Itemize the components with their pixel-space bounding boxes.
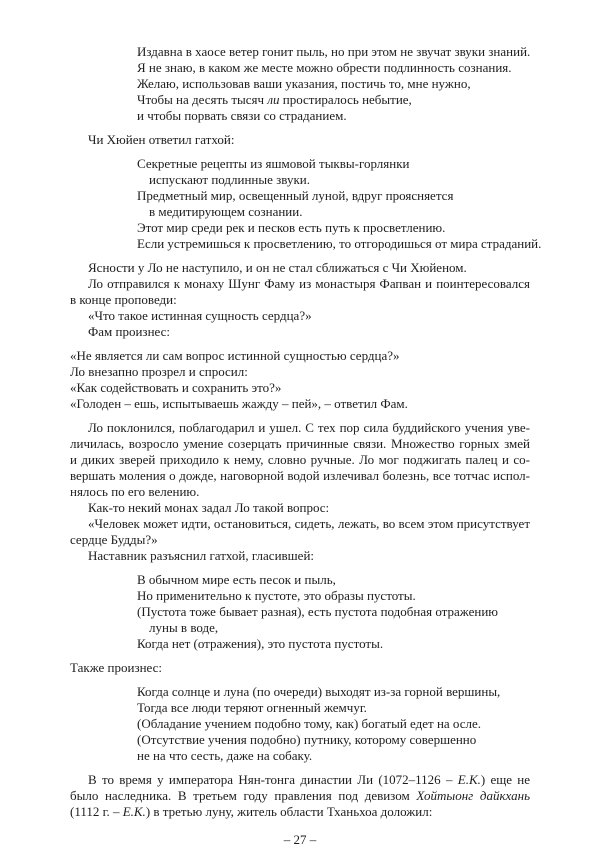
- text-segment: Чи Хюйен ответил гатхой:: [88, 132, 235, 147]
- text-line: [137, 732, 530, 748]
- text-line: [70, 380, 530, 396]
- text-segment: нялось по его велению.: [70, 484, 200, 499]
- text-line: [70, 772, 530, 788]
- text-segment: «Человек может идти, остановиться, сидеть, лежать, во всем этом присутствует: [88, 516, 530, 531]
- verse-chi-khyuen-gatha: [70, 156, 542, 252]
- verse-emptiness-gatha: [70, 572, 530, 652]
- text-line: [137, 684, 530, 700]
- text-segment: вершать моления о дожде, наговорной водой излечивал болезнь, все тотчас испол-: [70, 468, 530, 483]
- text-line: [137, 220, 530, 236]
- text-segment: «Голоден – ешь, испытываешь жажду – пей», – ответил Фам.: [70, 396, 408, 411]
- text-line: [70, 276, 530, 292]
- text-segment: и диких зверей приходило к нему, словно ручные. Ло мог поджигать палец и со-: [70, 452, 530, 467]
- text-line: [70, 548, 530, 564]
- text-segment: Чтобы на десять тысяч: [137, 92, 268, 107]
- text-line: [70, 788, 530, 804]
- text-line: [70, 420, 530, 436]
- text-segment: «Не является ли сам вопрос истинной сущностью сердца?»: [70, 348, 400, 363]
- text-segment: Когда солнце и луна (по очереди) выходят из-за горной вершины,: [137, 684, 501, 699]
- prose-emperor-nyan-tong: [70, 772, 530, 820]
- text-segment: Как-то некий монах задал Ло такой вопрос:: [88, 500, 330, 515]
- text-line: [137, 700, 530, 716]
- text-segment: Наставник разъяснил гатхой, гласившей:: [88, 548, 315, 563]
- text-segment: Секретные рецепты из яшмовой тыквы-горлянки: [137, 156, 410, 171]
- text-line: [137, 76, 530, 92]
- text-line: [70, 532, 530, 548]
- text-line: [70, 308, 530, 324]
- text-segment: Предметный мир, освещенный луной, вдруг проясняется: [137, 188, 454, 203]
- prose-also-said: [70, 660, 530, 676]
- text-segment: не на что сесть, даже на собаку.: [137, 748, 313, 763]
- text-segment: в медитирующем сознании.: [149, 204, 303, 219]
- prose-lo-powers: [70, 420, 530, 564]
- text-segment: «Что такое истинная сущность сердца?»: [88, 308, 312, 323]
- text-line: [70, 348, 530, 364]
- text-segment: Я не знаю, в каком же месте можно обрести подлинность сознания.: [137, 60, 512, 75]
- text-segment: испускают подлинные звуки.: [149, 172, 310, 187]
- verse-sun-moon-gatha: [70, 684, 530, 764]
- text-line: [137, 604, 530, 620]
- text-segment: луны в воде,: [149, 620, 219, 635]
- text-segment: Также произнес:: [70, 660, 163, 675]
- text-line: [70, 292, 530, 308]
- text-line: [70, 260, 530, 276]
- text-segment: Ло поклонился, поблагодарил и ушел. С тех пор сила буддийского учения уве-: [88, 420, 530, 435]
- text-line: [137, 92, 530, 108]
- page-number: – 27 –: [283, 832, 317, 847]
- text-line: [137, 236, 542, 252]
- text-line: [137, 60, 530, 76]
- italic-text-segment: ли: [267, 92, 280, 107]
- text-line: [70, 436, 530, 452]
- italic-text-segment: Е.К.: [122, 804, 146, 819]
- text-segment: Издавна в хаосе ветер гонит пыль, но при этом не звучат звуки знаний.: [137, 44, 531, 59]
- text-line: [70, 468, 530, 484]
- text-line: [137, 172, 530, 188]
- text-line: [137, 716, 530, 732]
- text-segment: Ло внезапно прозрел и спросил:: [70, 364, 248, 379]
- text-line: [70, 500, 530, 516]
- text-segment: Когда нет (отражения), это пустота пустоты.: [137, 636, 384, 651]
- text-line: [70, 484, 530, 500]
- text-line: [137, 636, 530, 652]
- text-line: [70, 324, 530, 340]
- text-segment: Желаю, использовав ваши указания, постичь то, мне нужно,: [137, 76, 471, 91]
- text-segment: и чтобы порвать связи со страданием.: [137, 108, 347, 123]
- text-segment: было наследника. В третьем году правления под девизом: [70, 788, 417, 803]
- italic-text-segment: Хойтыонг дайкхань: [416, 788, 531, 803]
- text-line: [137, 188, 530, 204]
- text-segment: Тогда все люди теряют огненный жемчуг.: [137, 700, 367, 715]
- text-line: [70, 516, 530, 532]
- text-segment: в конце проповеди:: [70, 292, 177, 307]
- text-segment: (Обладание учением подобно тому, как) богатый едет на осле.: [137, 716, 482, 731]
- italic-text-segment: Е.К.: [457, 772, 481, 787]
- text-segment: сердце Будды?»: [70, 532, 158, 547]
- text-segment: Этот мир среди рек и песков есть путь к просветлению.: [137, 220, 446, 235]
- text-line: [137, 588, 530, 604]
- text-line: [70, 396, 530, 412]
- text-segment: (Отсутствие учения подобно) путнику, которому совершенно: [137, 732, 477, 747]
- text-segment: (1112 г. –: [70, 804, 123, 819]
- prose-chi-khyuen-intro: [70, 132, 530, 148]
- prose-lo-visits-fam: [70, 260, 530, 340]
- text-segment: Но применительно к пустоте, это образы пустоты.: [137, 588, 416, 603]
- text-line: [137, 156, 530, 172]
- text-segment: Фам произнес:: [88, 324, 170, 339]
- dialogue-block: [70, 348, 530, 412]
- text-line: [137, 204, 530, 220]
- text-segment: Ло отправился к монаху Шунг Фаму из монастыря Фапван и поинтересовался: [88, 276, 530, 291]
- text-segment: ) еще не: [480, 772, 530, 787]
- text-segment: Ясности у Ло не наступило, и он не стал сближаться с Чи Хюйеном.: [88, 260, 467, 275]
- text-segment: В то время у императора Нян-тонга династии Ли (1072–1126 –: [88, 772, 458, 787]
- text-line: [70, 364, 530, 380]
- text-segment: (Пустота тоже бывает разная), есть пустота подобная отражению: [137, 604, 498, 619]
- text-line: [70, 132, 530, 148]
- text-line: [137, 108, 530, 124]
- text-segment: Если устремишься к просветлению, то отгородишься от мира страданий.: [137, 236, 542, 251]
- text-segment: ) в третью луну, житель области Тханьхоа доложил:: [145, 804, 433, 819]
- text-segment: простиралось небытие,: [279, 92, 412, 107]
- verse-opening-question: [70, 44, 530, 124]
- text-segment: личилась, возросло умение созерцать причинные связи. Множество горных змей: [70, 436, 530, 451]
- text-line: [137, 748, 530, 764]
- text-line: [137, 572, 530, 588]
- text-line: [137, 44, 530, 60]
- text-segment: «Как содействовать и сохранить это?»: [70, 380, 282, 395]
- text-segment: В обычном мире есть песок и пыль,: [137, 572, 336, 587]
- text-line: [70, 804, 530, 820]
- text-line: [70, 660, 530, 676]
- text-line: [137, 620, 530, 636]
- text-line: [70, 452, 530, 468]
- page-text: [70, 44, 542, 820]
